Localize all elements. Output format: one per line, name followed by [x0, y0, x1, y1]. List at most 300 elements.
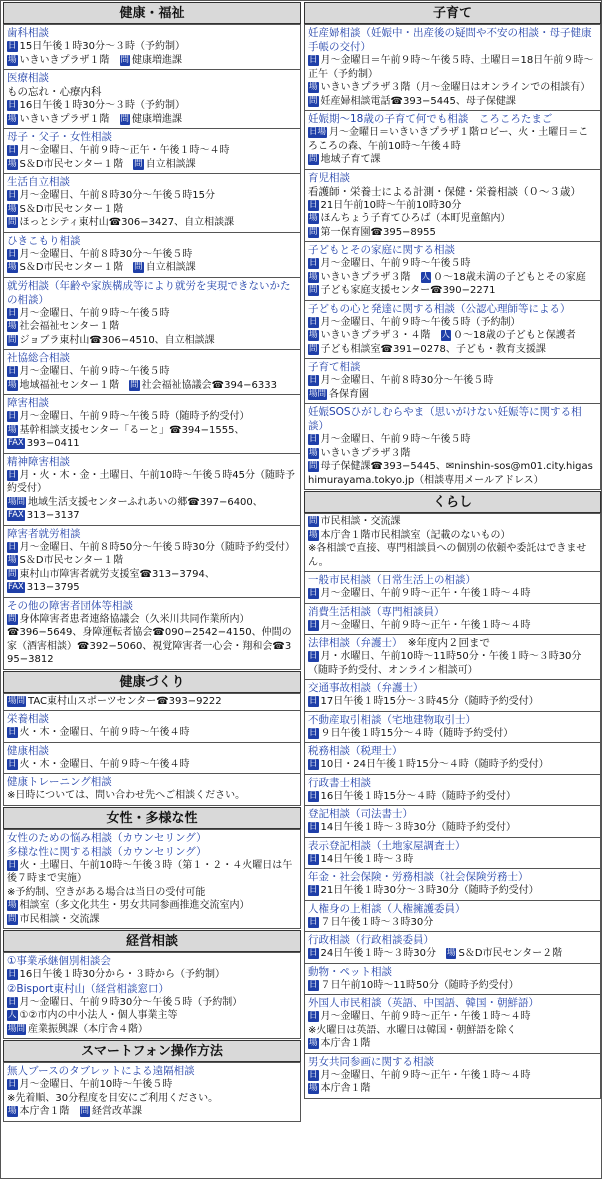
- entry-title-text: 歯科相談: [7, 27, 49, 39]
- info-text: 子ども相談室☎391−0278、子ども・教育支援課: [320, 343, 546, 355]
- info-line: [308, 433, 597, 447]
- info-text: 火・木・金曜日、午前９時〜午後４時: [19, 727, 190, 738]
- entry-title-text: 税務相談（税理士）: [308, 745, 403, 757]
- info-line: [308, 199, 597, 213]
- consultation-entry: [3, 693, 301, 712]
- consultation-entry: [304, 680, 601, 712]
- info-tag: 問: [120, 54, 130, 65]
- info-tag: 人: [421, 271, 431, 282]
- info-text: 21日午前10時〜午前10時30分: [320, 199, 462, 211]
- info-tag: 問: [309, 516, 318, 526]
- consultation-entry: [304, 775, 601, 807]
- info-tag: 日: [309, 375, 318, 385]
- info-line: [7, 1092, 297, 1106]
- entry-title-text: 法律相談（弁護士）: [308, 637, 398, 649]
- entry-title-text: その他の障害者団体等相談: [7, 599, 133, 612]
- entry-title-text: 妊娠期〜18歳の子育て何でも相談 ころころたまご: [308, 113, 553, 125]
- entry-title: [7, 1064, 297, 1078]
- info-text: TAC東村山スポーツセンター☎393−9222: [28, 695, 222, 707]
- info-line: [7, 307, 297, 321]
- consultation-entry: [304, 404, 601, 490]
- info-tag: 日: [309, 948, 318, 958]
- info-tag: 場: [8, 158, 17, 169]
- info-line: [7, 40, 297, 54]
- info-text: ０〜18歳の子どもと保護者: [453, 330, 576, 341]
- entry-title: [308, 965, 597, 979]
- info-tag: 日: [8, 145, 17, 155]
- info-tag: 日: [8, 366, 17, 376]
- entry-title: [308, 605, 597, 619]
- info-tag: 場: [309, 1083, 318, 1093]
- info-tag: 日: [8, 190, 17, 200]
- info-tag: 日: [309, 588, 318, 598]
- entry-title-text: 年金・社会保険・労務相談（社会保険労務士）: [308, 871, 529, 883]
- entry-title: [308, 360, 597, 374]
- entry-title-secondary: 多様な性に関する相談（カウンセリング）: [7, 845, 207, 858]
- consultation-entry: [3, 526, 301, 598]
- entry-title-text: 行政書士相談: [308, 776, 371, 789]
- info-text: 各保育園: [329, 388, 370, 400]
- info-text: 本庁舎１階: [19, 1106, 70, 1117]
- info-tag: 日: [309, 853, 318, 864]
- entry-title-text: 消費生活相談（専門相談員）: [308, 605, 445, 618]
- info-text: 月〜金曜日、午前８時30分〜午後５時: [320, 375, 494, 386]
- info-text: 月〜金曜日、午前９時〜正午・午後１時〜４時: [19, 145, 230, 156]
- info-text: S＆D市民センター２階: [458, 948, 563, 959]
- info-line: [308, 916, 597, 930]
- info-text: 相談室（多文化共生・男女共同参画推進交流室内）: [19, 900, 250, 911]
- info-text: ※各相談で直接、専門相談員への個別の依頼や委託はできません。: [308, 543, 587, 568]
- info-text: 第一保育園☎395−8955: [320, 226, 436, 238]
- consultation-entry: [3, 278, 301, 351]
- info-line: [308, 447, 597, 461]
- info-tag: FAX: [8, 438, 24, 448]
- entry-title: [308, 112, 597, 126]
- info-text: 14日午後１時〜３時30分（随時予約受付）: [320, 822, 516, 833]
- info-line: [308, 81, 597, 95]
- info-tag: 場問: [309, 388, 327, 399]
- info-line: [308, 329, 597, 343]
- consultation-entry: [304, 932, 601, 964]
- entry-title: [7, 351, 297, 365]
- info-text: 健康増進課: [132, 113, 183, 125]
- entry-title: [308, 902, 597, 916]
- info-tag: 場: [309, 330, 318, 340]
- info-line: [308, 212, 597, 226]
- info-line: [7, 568, 297, 582]
- info-line: [308, 54, 597, 81]
- entry-title-text: 子どもとその家庭に関する相談: [308, 244, 455, 256]
- entry-title-text: 医療相談: [7, 72, 49, 84]
- info-tag: 場: [446, 948, 456, 958]
- entry-title: [7, 831, 297, 845]
- info-tag: 日: [309, 316, 318, 327]
- entry-subtitle: 看護師・栄養士による計測・保健・栄養相談（０〜３歳）: [308, 185, 581, 198]
- info-tag: 問: [130, 379, 139, 390]
- entry-title-text: 動物・ペット相談: [308, 965, 392, 978]
- info-tag: 日: [309, 822, 318, 832]
- info-line: [308, 1069, 597, 1083]
- info-text: ①②市内の中小法人・個人事業主等: [19, 1010, 178, 1021]
- entry-title-text: 社協総合相談: [7, 352, 70, 364]
- info-text: ９日午後１時15分〜４時（随時予約受付）: [320, 727, 514, 739]
- info-line: [308, 316, 597, 330]
- consultation-entry: [304, 635, 601, 680]
- info-text: 15日午後１時30分〜３時（予約制）: [19, 41, 185, 52]
- section-heading: 女性・多様な性: [3, 807, 301, 829]
- info-tag: 問: [134, 262, 143, 272]
- entry-title-text: 表示登記相談（土地家屋調査士）: [308, 839, 466, 852]
- info-line: [308, 947, 597, 961]
- info-text: 市民相談・交流課: [320, 516, 401, 527]
- info-text: ※先着順、30分程度を目安にご利用ください。: [7, 1092, 219, 1104]
- info-text: いきいきプラザ３階（月〜金曜日はオンラインでの相談有）: [320, 82, 591, 93]
- info-line: [7, 379, 297, 393]
- info-tag: 日: [8, 307, 17, 318]
- info-text: 14日午後１時〜３時: [320, 853, 414, 865]
- info-tag: 場: [309, 529, 318, 540]
- info-tag: 日: [8, 469, 17, 480]
- info-line: [308, 587, 597, 601]
- info-line: [308, 727, 597, 741]
- entry-title-text: 栄養相談: [7, 713, 49, 725]
- info-line: [7, 437, 297, 451]
- info-text: ほっとシティ東村山☎306−3427、自立相談課: [19, 217, 235, 228]
- info-line: [308, 374, 597, 388]
- info-tag: FAX: [8, 582, 24, 592]
- entry-title-text: 妊娠SOSひがしむらやま（思いがけない妊娠等に関する相談）: [308, 406, 582, 432]
- info-text: 16日午後１時30分〜３時（予約制）: [19, 100, 185, 111]
- info-line: [308, 650, 597, 677]
- entry-title-text: 行政相談（行政相談委員）: [308, 934, 434, 946]
- entry-title-text: 外国人市民相談（英語、中国語、韓国・朝鮮語）: [308, 997, 539, 1009]
- consultation-entry: [3, 711, 301, 743]
- info-text: 月〜金曜日、午前９時〜午後５時: [19, 366, 170, 377]
- consultation-entry: [304, 712, 601, 744]
- info-line: [308, 153, 597, 167]
- info-tag: 日: [8, 859, 17, 870]
- info-text: 社会福祉センター１階: [19, 321, 120, 332]
- info-tag: FAX: [8, 510, 24, 520]
- entry-title-text: 不動産取引相談（宅地建物取引士）: [308, 713, 476, 726]
- consultation-entry: [3, 70, 301, 129]
- info-text: ほんちょう子育てひろば（本町児童館内）: [320, 213, 511, 224]
- entry-title-text: ひきこもり相談: [7, 234, 81, 247]
- section-heading: 経営相談: [3, 930, 301, 952]
- consultation-entry: [304, 1054, 601, 1099]
- info-tag: 場: [309, 213, 318, 223]
- info-text: 地域福祉センター１階: [19, 379, 120, 391]
- info-text: いきいきプラザ３階: [320, 447, 411, 459]
- info-tag: 日: [309, 979, 318, 990]
- info-line: [7, 261, 297, 275]
- info-line: [308, 619, 597, 633]
- entry-title-text: 無人ブースのタブレットによる遠隔相談: [7, 1065, 195, 1077]
- info-tag: 場: [8, 113, 17, 124]
- entry-title: [7, 71, 297, 85]
- info-line: [308, 515, 597, 529]
- entry-title-text: 就労相談（年齢や家族構成等により就労を実現できないかたの相談）: [7, 279, 291, 306]
- entry-title-text: ①事業承継個別相談会: [7, 955, 111, 967]
- entry-title-text: 一般市民相談（日常生活上の相談）: [308, 574, 476, 586]
- info-text: 子ども家庭支援センター☎390−2271: [320, 285, 496, 296]
- info-tag: 問: [8, 913, 17, 924]
- consultation-entry: [3, 1062, 301, 1122]
- info-tag: 問: [309, 461, 318, 471]
- consultation-entry: [304, 604, 601, 636]
- info-tag: 場: [309, 82, 318, 92]
- entry-title: [7, 234, 297, 248]
- consultation-entry: [3, 129, 301, 174]
- entry-title: [7, 712, 297, 726]
- info-tag: 場問: [8, 695, 26, 706]
- info-line: [7, 113, 297, 127]
- entry-title-text: 登記相談（司法書士）: [308, 808, 413, 820]
- info-tag: 問: [8, 334, 17, 345]
- info-text: ※予約制、空きがある場合は当日の受付可能: [7, 886, 206, 898]
- section-heading: くらし: [304, 491, 601, 513]
- section-heading: 健康・福祉: [3, 2, 301, 24]
- consultation-entry: [3, 233, 301, 278]
- info-text: 火・木・金曜日、午前９時〜午後４時: [19, 758, 190, 770]
- consultation-entry: [3, 743, 301, 775]
- info-line: [7, 554, 297, 568]
- info-line: [7, 1105, 297, 1119]
- info-text: 自立相談課: [145, 158, 196, 170]
- consultation-entry: [304, 513, 601, 572]
- entry-title: [308, 870, 597, 884]
- info-line: [7, 789, 297, 803]
- entry-title-text: 人権身の上相談（人権擁護委員）: [308, 902, 466, 915]
- info-text: 月〜金曜日、午前９時〜午後５時（随時予約受付）: [19, 411, 250, 422]
- info-line: [7, 320, 297, 334]
- info-line: [7, 334, 297, 348]
- info-line: [7, 996, 297, 1010]
- entry-title: [308, 744, 597, 758]
- info-line: [7, 758, 297, 772]
- info-line: [308, 1024, 597, 1038]
- consultation-entry: [304, 743, 601, 775]
- entry-title-text: 精神障害相談: [7, 455, 70, 468]
- info-text: 313−3795: [26, 582, 80, 593]
- info-tag: 日: [8, 541, 17, 552]
- consultation-entry: [3, 350, 301, 395]
- entry-title-text: 母子・父子・女性相談: [7, 131, 112, 143]
- info-tag: 問: [134, 158, 143, 169]
- info-tag: 日: [309, 790, 318, 801]
- info-line: [7, 581, 297, 595]
- entry-title-text: 交通事故相談（弁護士）: [308, 682, 424, 694]
- entry-title: [308, 573, 597, 587]
- info-tag: 場: [8, 1106, 17, 1116]
- info-tag: 場問: [8, 496, 26, 507]
- entry-title: [7, 26, 297, 40]
- info-text: S＆D市民センター１階: [19, 555, 124, 566]
- entry-title-text: 生活自立相談: [7, 176, 70, 188]
- consultation-entry: [304, 995, 601, 1054]
- info-text: 基幹相談支援センター「るーと」☎394−1555、: [19, 424, 245, 436]
- entry-title: [7, 455, 297, 469]
- entry-title: [7, 396, 297, 410]
- info-line: [7, 248, 297, 262]
- info-tag: 場: [309, 1038, 318, 1048]
- info-tag: 日: [309, 759, 318, 769]
- info-text: 24日午後１時〜３時30分: [320, 948, 436, 959]
- info-text: 地域子育て課: [320, 154, 381, 165]
- info-text: 月・水曜日、午前10時〜11時50分・午後１時〜３時30分（随時予約受付、オンライン相談可）: [308, 651, 582, 676]
- info-line: [7, 1023, 297, 1037]
- info-tag: 場: [8, 203, 17, 214]
- consultation-entry: [3, 454, 301, 526]
- info-line: [308, 542, 597, 569]
- info-text: いきいきプラザ３階: [320, 271, 411, 283]
- info-text: 月〜金曜日＝いきいきプラザ１階ロビー、火・土曜日＝ころころの森、午前10時〜午後４時: [308, 127, 589, 152]
- consultation-entry: [3, 829, 301, 930]
- consultation-entry: [3, 24, 301, 70]
- entry-title: [308, 636, 597, 650]
- info-line: [308, 790, 597, 804]
- consultation-entry: [304, 572, 601, 604]
- info-text: 妊産婦相談電話☎393−5445、母子保健課: [320, 95, 516, 107]
- info-line: [7, 365, 297, 379]
- consultation-entry: [3, 174, 301, 233]
- info-text: ７日午前10時〜11時50分（随時予約受付）: [320, 979, 519, 991]
- info-text: 月〜金曜日、午前８時50分〜午後５時30分（随時予約受付）: [19, 541, 295, 553]
- info-line: [7, 203, 297, 217]
- info-line: [308, 1037, 597, 1051]
- section-heading: 健康づくり: [3, 671, 301, 693]
- entry-title-text: 健康トレーニング相談: [7, 776, 112, 788]
- info-text: 月〜金曜日、午前９時〜午後５時: [19, 307, 170, 319]
- info-tag: 日: [8, 727, 17, 737]
- entry-title: [308, 26, 597, 54]
- info-text: いきいきプラザ１階: [19, 113, 110, 125]
- info-text: 月〜金曜日、午前９時〜正午・午後１時〜４時: [320, 619, 531, 631]
- info-line: [7, 541, 297, 555]
- info-tag: 日: [309, 1011, 318, 1021]
- info-line: [308, 979, 597, 993]
- info-text: 月〜金曜日、午前９時〜午後５時: [320, 434, 471, 445]
- info-line: [7, 424, 297, 438]
- info-tag: 日: [309, 696, 318, 706]
- info-text: いきいきプラザ１階: [19, 54, 110, 66]
- info-text: 東村山市障害者就労支援室☎313−3794、: [19, 568, 215, 580]
- info-tag: 日: [309, 651, 318, 661]
- info-text: 313−3137: [26, 510, 80, 521]
- info-text: ☎396−5649、身障運転者協会☎090−2542−4150、仲間の家（酒害相談）☎392−5060、視覚障害者一心会・翔和会☎395−3812: [7, 627, 292, 665]
- entry-subtitle: もの忘れ・心療内科: [7, 86, 102, 98]
- consultation-entry: [304, 964, 601, 996]
- info-tag: 日: [309, 916, 318, 927]
- info-tag: 場: [309, 271, 318, 282]
- info-text: 月〜金曜日＝午前９時〜午後５時、土曜日＝18日午前９時〜正午（予約制）: [308, 55, 594, 80]
- info-line: [7, 913, 297, 927]
- entry-title-text: 障害者就労相談: [7, 527, 81, 540]
- entry-title: [7, 130, 297, 144]
- info-text: 経営改革課: [92, 1106, 143, 1117]
- info-tag: 日: [309, 199, 318, 210]
- info-line: [7, 613, 297, 627]
- info-tag: 場: [8, 54, 17, 65]
- info-text: 月〜金曜日、午前８時30分〜午後５時15分: [19, 190, 215, 201]
- info-tag: 問: [120, 113, 130, 124]
- info-line: [7, 626, 297, 667]
- entry-title: [7, 527, 297, 541]
- consultation-entry: [304, 170, 601, 243]
- info-text: 社会福祉協議会☎394−6333: [141, 379, 278, 391]
- info-line: [7, 726, 297, 740]
- info-tag: 日: [8, 1079, 17, 1089]
- entry-title: [7, 744, 297, 758]
- info-tag: 日: [8, 100, 17, 110]
- info-line: [308, 1010, 597, 1024]
- consultation-entry: [3, 395, 301, 454]
- info-tag: 日: [8, 758, 17, 769]
- entry-title: [308, 713, 597, 727]
- consultation-entry: [3, 598, 301, 670]
- right-column: [304, 1, 601, 1099]
- info-line: [308, 529, 597, 543]
- info-text: ７日午後１時〜３時30分: [320, 916, 434, 928]
- consultation-entry: [304, 359, 601, 404]
- info-tag: 日: [8, 248, 17, 259]
- info-tag: 問: [309, 226, 318, 237]
- info-line: [308, 388, 597, 402]
- entry-title-note: ※年度内２回まで: [407, 637, 491, 649]
- info-line: [7, 496, 297, 510]
- info-text: 16日午後１時30分から・３時から（予約制）: [19, 969, 225, 980]
- entry-title-text: 子どもの心と発達に関する相談（公認心理師等による）: [308, 302, 571, 315]
- info-line: [7, 968, 297, 982]
- consultation-entry: [304, 806, 601, 838]
- info-line: [308, 226, 597, 240]
- info-text: 17日午後１時15分〜３時45分（随時予約受付）: [320, 696, 539, 707]
- entry-title: [308, 302, 597, 316]
- info-line: [7, 509, 297, 523]
- info-tag: 問: [309, 343, 318, 354]
- entry-title: [308, 171, 597, 185]
- info-text: 月〜金曜日、午前９時〜午後５時: [320, 258, 471, 269]
- info-text: 月〜金曜日、午前８時30分〜午後５時: [19, 248, 193, 260]
- info-tag: 場: [8, 321, 17, 331]
- consultation-entry: [304, 24, 601, 111]
- info-text: 母子保健課☎393−5445、✉ninshin-sos@m01.city.higashimurayama.tokyo.jp（相談専用メールアドレス）: [308, 461, 593, 486]
- info-tag: 問: [8, 217, 17, 227]
- entry-title: [308, 405, 597, 433]
- info-text: 393−0411: [26, 438, 80, 449]
- entry-title: [308, 807, 597, 821]
- info-line: [7, 886, 297, 900]
- info-line: [308, 95, 597, 109]
- info-line: [308, 695, 597, 709]
- entry-title: [7, 279, 297, 307]
- info-line: [308, 1082, 597, 1096]
- info-line: [308, 758, 597, 772]
- info-tag: 問: [309, 95, 318, 106]
- info-line: [308, 284, 597, 298]
- info-text: ※火曜日は英語、水曜日は韓国・朝鮮語を除く: [308, 1024, 517, 1036]
- info-tag: 日: [309, 727, 318, 738]
- entry-title: [7, 775, 297, 789]
- info-tag: 日: [8, 996, 17, 1007]
- info-tag: 問: [309, 154, 318, 164]
- entry-title-text: 男女共同参画に関する相談: [308, 1055, 434, 1068]
- info-tag: 場: [8, 900, 17, 910]
- left-column: [3, 1, 301, 1122]
- info-text: 月〜金曜日、午前９時30分〜午後５時（予約制）: [19, 996, 243, 1008]
- entry-title: [7, 954, 297, 968]
- info-text: 月〜金曜日、午前９時〜正午・午後１時〜４時: [320, 588, 531, 599]
